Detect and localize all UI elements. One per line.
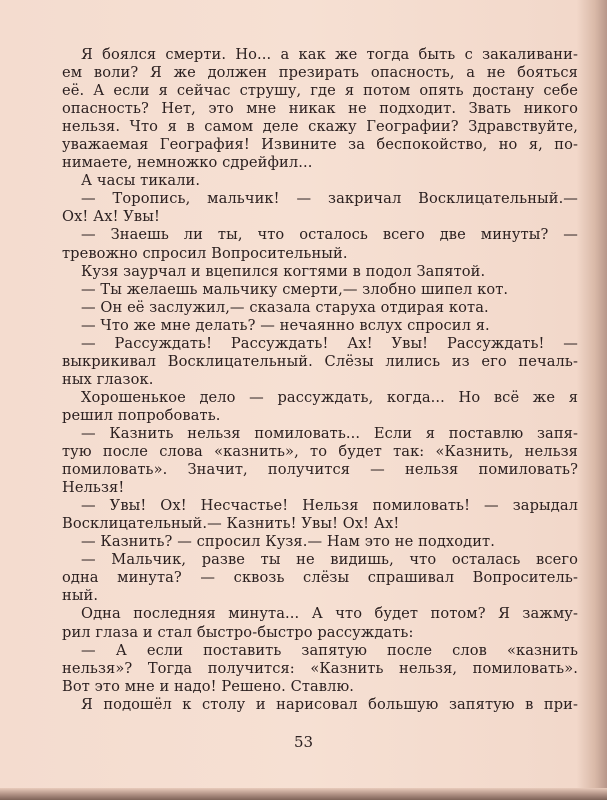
text-line: — Увы! Ох! Несчастье! Нельзя помиловать! — зарыдал xyxy=(81,497,578,515)
text-line: А часы тикали. xyxy=(81,172,201,190)
text-line: Восклицательный.— Казнить! Увы! Ох! Ах! xyxy=(62,515,400,533)
text-line: её. А если я сейчас струшу, где я потом опять достану себе xyxy=(62,82,578,100)
text-line: выкрикивал Восклицательный. Слёзы лились из его печаль- xyxy=(62,352,578,370)
page-number: 53 xyxy=(293,733,314,751)
text-line: — Торопись, мальчик! — закричал Восклицательный.— xyxy=(81,190,578,208)
text-line: — Он её заслужил,— сказала старуха отдирая кота. xyxy=(81,298,489,316)
text-line: — Ты желаешь мальчику смерти,— злобно шипел кот. xyxy=(81,280,509,298)
text-line: нельзя. Что я в самом деле скажу Географии? Здравствуйте, xyxy=(62,118,578,136)
text-line: — Мальчик, разве ты не видишь, что осталась всего xyxy=(81,551,578,569)
text-line: Ох! Ах! Увы! xyxy=(62,208,160,226)
text-line: ный. xyxy=(62,587,99,605)
text-line: Я подошёл к столу и нарисовал большую запятую в при- xyxy=(81,695,578,713)
text-line: опасность? Нет, это мне никак не подходит. Звать никого xyxy=(62,100,578,118)
text-line: уважаемая География! Извините за беспокойство, но я, по- xyxy=(62,136,578,154)
text-line: тую после слова «казнить», то будет так: «Казнить, нельзя xyxy=(62,443,578,461)
text-line: Кузя заурчал и вцепился когтями в подол Запятой. xyxy=(81,262,486,280)
text-line: ных глазок. xyxy=(62,370,154,388)
text-line: Я боялся смерти. Но... а как же тогда быть с закаливани- xyxy=(81,46,578,63)
text-line: Нельзя! xyxy=(62,479,125,497)
text-line: Вот это мне и надо! Решено. Ставлю. xyxy=(62,677,355,695)
page-body-text xyxy=(62,46,578,714)
text-line: — Рассуждать! Рассуждать! Ах! Увы! Рассуждать! — xyxy=(81,334,578,352)
text-line: тревожно спросил Вопросительный. xyxy=(62,244,348,262)
text-line: ем воли? Я же должен презирать опасность, а не бояться xyxy=(62,64,578,82)
text-line: — Казнить нельзя помиловать... Если я поставлю запя- xyxy=(81,424,578,442)
page-bottom-edge xyxy=(0,788,607,800)
text-line: решил попробовать. xyxy=(62,406,221,424)
text-line: помиловать». Значит, получится — нельзя помиловать? xyxy=(62,461,578,479)
text-line: нельзя»? Тогда получится: «Казнить нельзя, помиловать». xyxy=(62,659,578,677)
text-line: — Знаешь ли ты, что осталось всего две минуты? — xyxy=(81,226,578,244)
text-line: одна минута? — сквозь слёзы спрашивал Вопроситель- xyxy=(62,569,578,587)
text-line: Хорошенькое дело — рассуждать, когда... Но всё же я xyxy=(81,388,578,406)
text-line: — Казнить? — спросил Кузя.— Нам это не подходит. xyxy=(81,533,495,551)
text-line: рил глаза и стал быстро-быстро рассуждать: xyxy=(62,623,414,641)
text-line: — А если поставить запятую после слов «казнить xyxy=(81,641,578,659)
text-line: — Что же мне делать? — нечаянно вслух спросил я. xyxy=(81,316,490,334)
text-line: Одна последняя минута... А что будет потом? Я зажму- xyxy=(81,605,578,623)
text-line: нимаете, немножко сдрейфил... xyxy=(62,154,313,172)
